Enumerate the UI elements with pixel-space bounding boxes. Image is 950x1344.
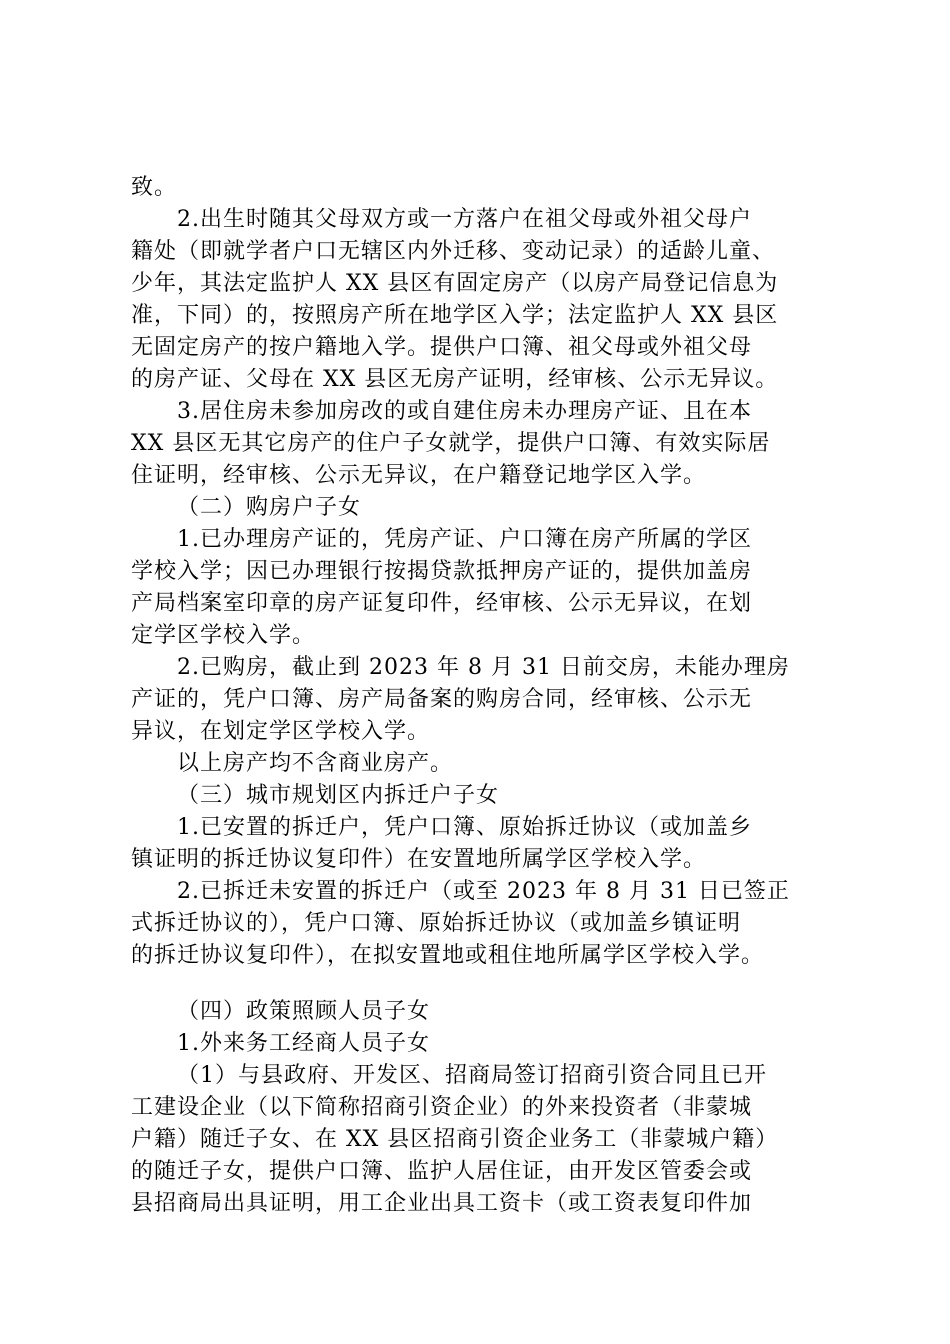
paragraph-line: 少年，其法定监护人 XX 县区有固定房产（以房产局登记信息为 — [131, 271, 779, 296]
paragraph-line: 无固定房产的按户籍地入学。提供户口簿、祖父母或外祖父母 — [131, 335, 753, 360]
paragraph-line: 以上房产均不含商业房产。 — [177, 751, 454, 776]
paragraph-line: 2.出生时随其父母双方或一方落户在祖父母或外祖父母户 — [177, 207, 752, 232]
paragraph-line: 住证明，经审核、公示无异议，在户籍登记地学区入学。 — [131, 463, 707, 488]
paragraph-line: 的随迁子女，提供户口簿、监护人居住证，由开发区管委会或 — [131, 1159, 753, 1184]
paragraph-line: 籍处（即就学者户口无辖区内外迁移、变动记录）的适龄儿童、 — [131, 239, 776, 264]
paragraph-line: 异议，在划定学区学校入学。 — [131, 719, 431, 744]
paragraph-line: 县招商局出具证明，用工企业出具工资卡（或工资表复印件加 — [131, 1191, 753, 1216]
paragraph-line: 的拆迁协议复印件），在拟安置地或租住地所属学区学校入学。 — [131, 943, 765, 968]
paragraph-line: 工建设企业（以下简称招商引资企业）的外来投资者（非蒙城 — [131, 1095, 753, 1120]
paragraph-line: 1.已办理房产证的，凭房产证、户口簿在房产所属的学区 — [177, 527, 752, 552]
paragraph-line: 定学区学校入学。 — [131, 623, 316, 648]
paragraph-line: 1.已安置的拆迁户，凭户口簿、原始拆迁协议（或加盖乡 — [177, 815, 752, 840]
paragraph-line: 2.已拆迁未安置的拆迁户（或至 2023 年 8 月 31 日已签正 — [177, 879, 790, 904]
paragraph-line: 户籍）随迁子女、在 XX 县区招商引资企业务工（非蒙城户籍） — [131, 1127, 779, 1152]
paragraph-line: 镇证明的拆迁协议复印件）在安置地所属学区学校入学。 — [131, 847, 707, 872]
paragraph-line: 产证的，凭户口簿、房产局备案的购房合同，经审核、公示无 — [131, 687, 753, 712]
section-heading: （四）政策照顾人员子女 — [177, 999, 431, 1024]
section-heading: （二）购房户子女 — [177, 495, 362, 520]
paragraph-line: 的房产证、父母在 XX 县区无房产证明，经审核、公示无异议。 — [131, 367, 779, 392]
paragraph-line: 致。 — [131, 175, 178, 200]
paragraph-spacer — [131, 972, 831, 996]
paragraph-line: 准，下同）的，按照房产所在地学区入学；法定监护人 XX 县区 — [131, 303, 779, 328]
paragraph-line: （1）与县政府、开发区、招商局签订招商引资合同且已开 — [177, 1063, 767, 1088]
paragraph-line: 学校入学；因已办理银行按揭贷款抵押房产证的，提供加盖房 — [131, 559, 753, 584]
paragraph-line: XX 县区无其它房产的住户子女就学，提供户口簿、有效实际居 — [131, 431, 771, 456]
document-body — [131, 172, 831, 1220]
paragraph-line: 3.居住房未参加房改的或自建住房未办理房产证、且在本 — [177, 399, 752, 424]
section-heading: （三）城市规划区内拆迁户子女 — [177, 783, 500, 808]
paragraph-line: 2.已购房，截止到 2023 年 8 月 31 日前交房，未能办理房 — [177, 655, 790, 680]
subsection-heading: 1.外来务工经商人员子女 — [177, 1031, 430, 1056]
paragraph-line: 产局档案室印章的房产证复印件，经审核、公示无异议，在划 — [131, 591, 753, 616]
paragraph-line: 式拆迁协议的），凭户口簿、原始拆迁协议（或加盖乡镇证明 — [131, 911, 742, 936]
